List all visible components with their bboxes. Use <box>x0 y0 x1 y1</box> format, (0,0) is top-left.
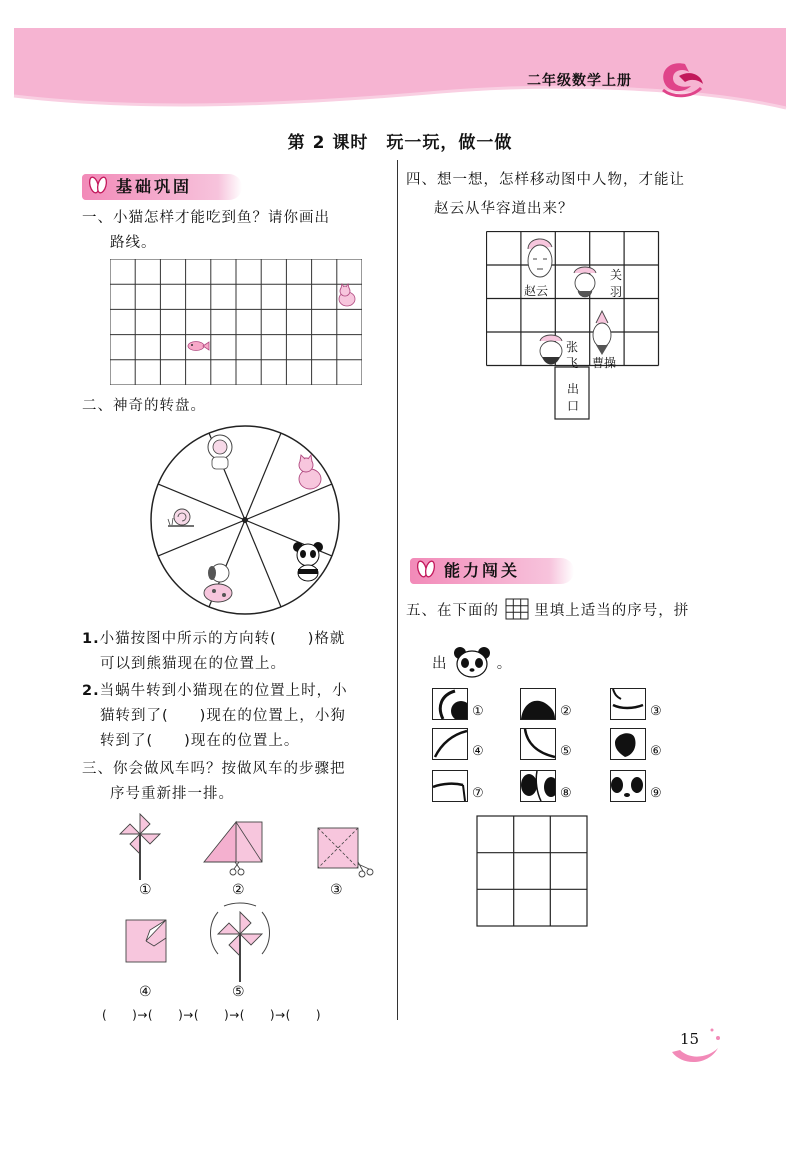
label-guanyu-2: 羽 <box>610 285 623 299</box>
pinwheel-label-1: ① <box>139 882 152 898</box>
q5-part2: 里填上适当的序号，拼 <box>534 603 690 619</box>
label-caocao: 曹操 <box>592 356 617 370</box>
piece-9-image <box>610 770 646 802</box>
piece-4-image <box>432 728 468 760</box>
q2-sub1-line1-text: 小猫按图中所示的方向转( )格就 <box>99 631 346 647</box>
q2-title: 二、神奇的转盘。 <box>82 398 206 414</box>
piece-7 <box>432 770 484 802</box>
q2-sub1-line2: 可以到熊猫现在的位置上。 <box>100 656 286 672</box>
grade-book-label: 二年级数学上册 <box>527 73 632 89</box>
piece-2-label: ② <box>560 704 572 719</box>
piece-2 <box>520 688 572 720</box>
fish-icon <box>188 342 209 351</box>
q2-sub2-line2: 猫转到了( )现在的位置上，小狗 <box>100 708 346 724</box>
label-exit-2: 口 <box>567 399 580 413</box>
section-tag-ability <box>410 558 574 584</box>
piece-8 <box>520 770 572 802</box>
piece-4-label: ④ <box>472 744 484 759</box>
pinwheel-step-4 <box>124 916 170 966</box>
label-guanyu-1: 关 <box>610 268 623 282</box>
piece-3-image <box>610 688 646 720</box>
zhangfei-figure-icon <box>540 335 562 365</box>
q2-sub2 <box>82 679 397 754</box>
q2-sub1-line1 <box>82 627 392 652</box>
piece-9 <box>610 770 662 802</box>
label-zhaoyun: 赵云 <box>524 284 549 298</box>
pinwheel-label-3: ③ <box>330 882 343 898</box>
pinwheel-step-3 <box>316 826 376 880</box>
q5-part3: 出 <box>432 656 448 672</box>
scissors-icon <box>358 862 373 877</box>
q1-text <box>82 206 392 256</box>
piece-6-label: ⑥ <box>650 744 662 759</box>
q1-line1: 一、小猫怎样才能吃到鱼？请你画出 <box>82 210 330 226</box>
piece-3-label: ③ <box>650 704 662 719</box>
cat-icon <box>339 284 355 306</box>
piece-2-image <box>520 688 556 720</box>
pinwheel-label-4: ④ <box>139 984 152 1000</box>
q2-sub2-line3: 转到了( )现在的位置上。 <box>100 733 300 749</box>
q3-line1: 三、你会做风车吗？按做风车的步骤把 <box>82 761 346 777</box>
spinner-wheel <box>148 423 342 617</box>
section-tag-ability-label: 能力闯关 <box>444 561 521 580</box>
q5-answer-grid[interactable] <box>476 815 588 927</box>
q1-cat-fish-grid <box>110 259 362 385</box>
q3-text <box>82 757 397 807</box>
q2-sub1-num: 1. <box>82 631 100 647</box>
piece-7-image <box>432 770 468 802</box>
rabbit-ears-icon <box>414 560 438 582</box>
piece-6-image <box>610 728 646 760</box>
guanyu-figure-icon <box>574 267 596 297</box>
column-divider <box>397 160 398 1020</box>
pinwheel-step-1 <box>118 812 166 882</box>
q2-sub2-line1 <box>82 679 397 704</box>
piece-5-image <box>520 728 556 760</box>
piece-5 <box>520 728 572 760</box>
q3-sequence-answer[interactable]: ( )→( )→( )→( )→( ) <box>102 1008 322 1022</box>
piece-1 <box>432 688 484 720</box>
piece-1-label: ① <box>472 704 484 719</box>
pinwheel-step-5 <box>204 902 276 984</box>
pinwheel-label-2: ② <box>232 882 245 898</box>
q5-line2 <box>432 646 512 678</box>
pinwheel-label-5: ⑤ <box>232 984 245 1000</box>
label-zhangfei-1: 张 <box>566 340 579 354</box>
panda-face-icon <box>453 646 491 678</box>
page-number: 15 <box>680 1030 700 1048</box>
label-zhangfei-2: 飞 <box>566 356 579 370</box>
q2-sub2-line1-text: 当蜗牛转到小猫现在的位置上时，小 <box>99 683 348 699</box>
piece-5-label: ⑤ <box>560 744 572 759</box>
zhaoyun-figure-icon <box>528 239 552 277</box>
publisher-logo-icon <box>655 58 707 100</box>
caocao-figure-icon <box>593 311 611 355</box>
piece-6 <box>610 728 662 760</box>
pinwheel-step-2 <box>200 818 266 878</box>
piece-9-label: ⑨ <box>650 786 662 801</box>
lesson-title: 第 2 课时 玩一玩，做一做 <box>287 133 513 153</box>
q2-sub2-num: 2. <box>82 683 100 699</box>
section-tag-basic <box>82 174 242 200</box>
piece-7-label: ⑦ <box>472 786 484 801</box>
rabbit-ears-icon <box>86 176 110 198</box>
lion-icon <box>208 435 232 469</box>
piece-8-label: ⑧ <box>560 786 572 801</box>
piece-1-image <box>432 688 468 720</box>
q5-line1 <box>406 598 736 624</box>
piece-3 <box>610 688 662 720</box>
section-tag-basic-label: 基础巩固 <box>116 177 193 196</box>
piece-4 <box>432 728 484 760</box>
scissors-icon <box>230 862 244 875</box>
q5-part1: 五、在下面的 <box>406 603 499 619</box>
q4-line2: 赵云从华容道出来？ <box>434 201 574 217</box>
q5-part4: 。 <box>496 656 513 672</box>
q3-line2: 序号重新排一排。 <box>110 786 234 802</box>
q1-line2: 路线。 <box>110 235 157 251</box>
q4-text <box>406 168 726 222</box>
small-grid-icon <box>505 598 529 620</box>
q4-line1: 四、想一想，怎样移动图中人物，才能让 <box>406 172 685 188</box>
q2-sub1 <box>82 627 392 677</box>
piece-8-image <box>520 770 556 802</box>
label-exit-1: 出 <box>567 382 580 396</box>
